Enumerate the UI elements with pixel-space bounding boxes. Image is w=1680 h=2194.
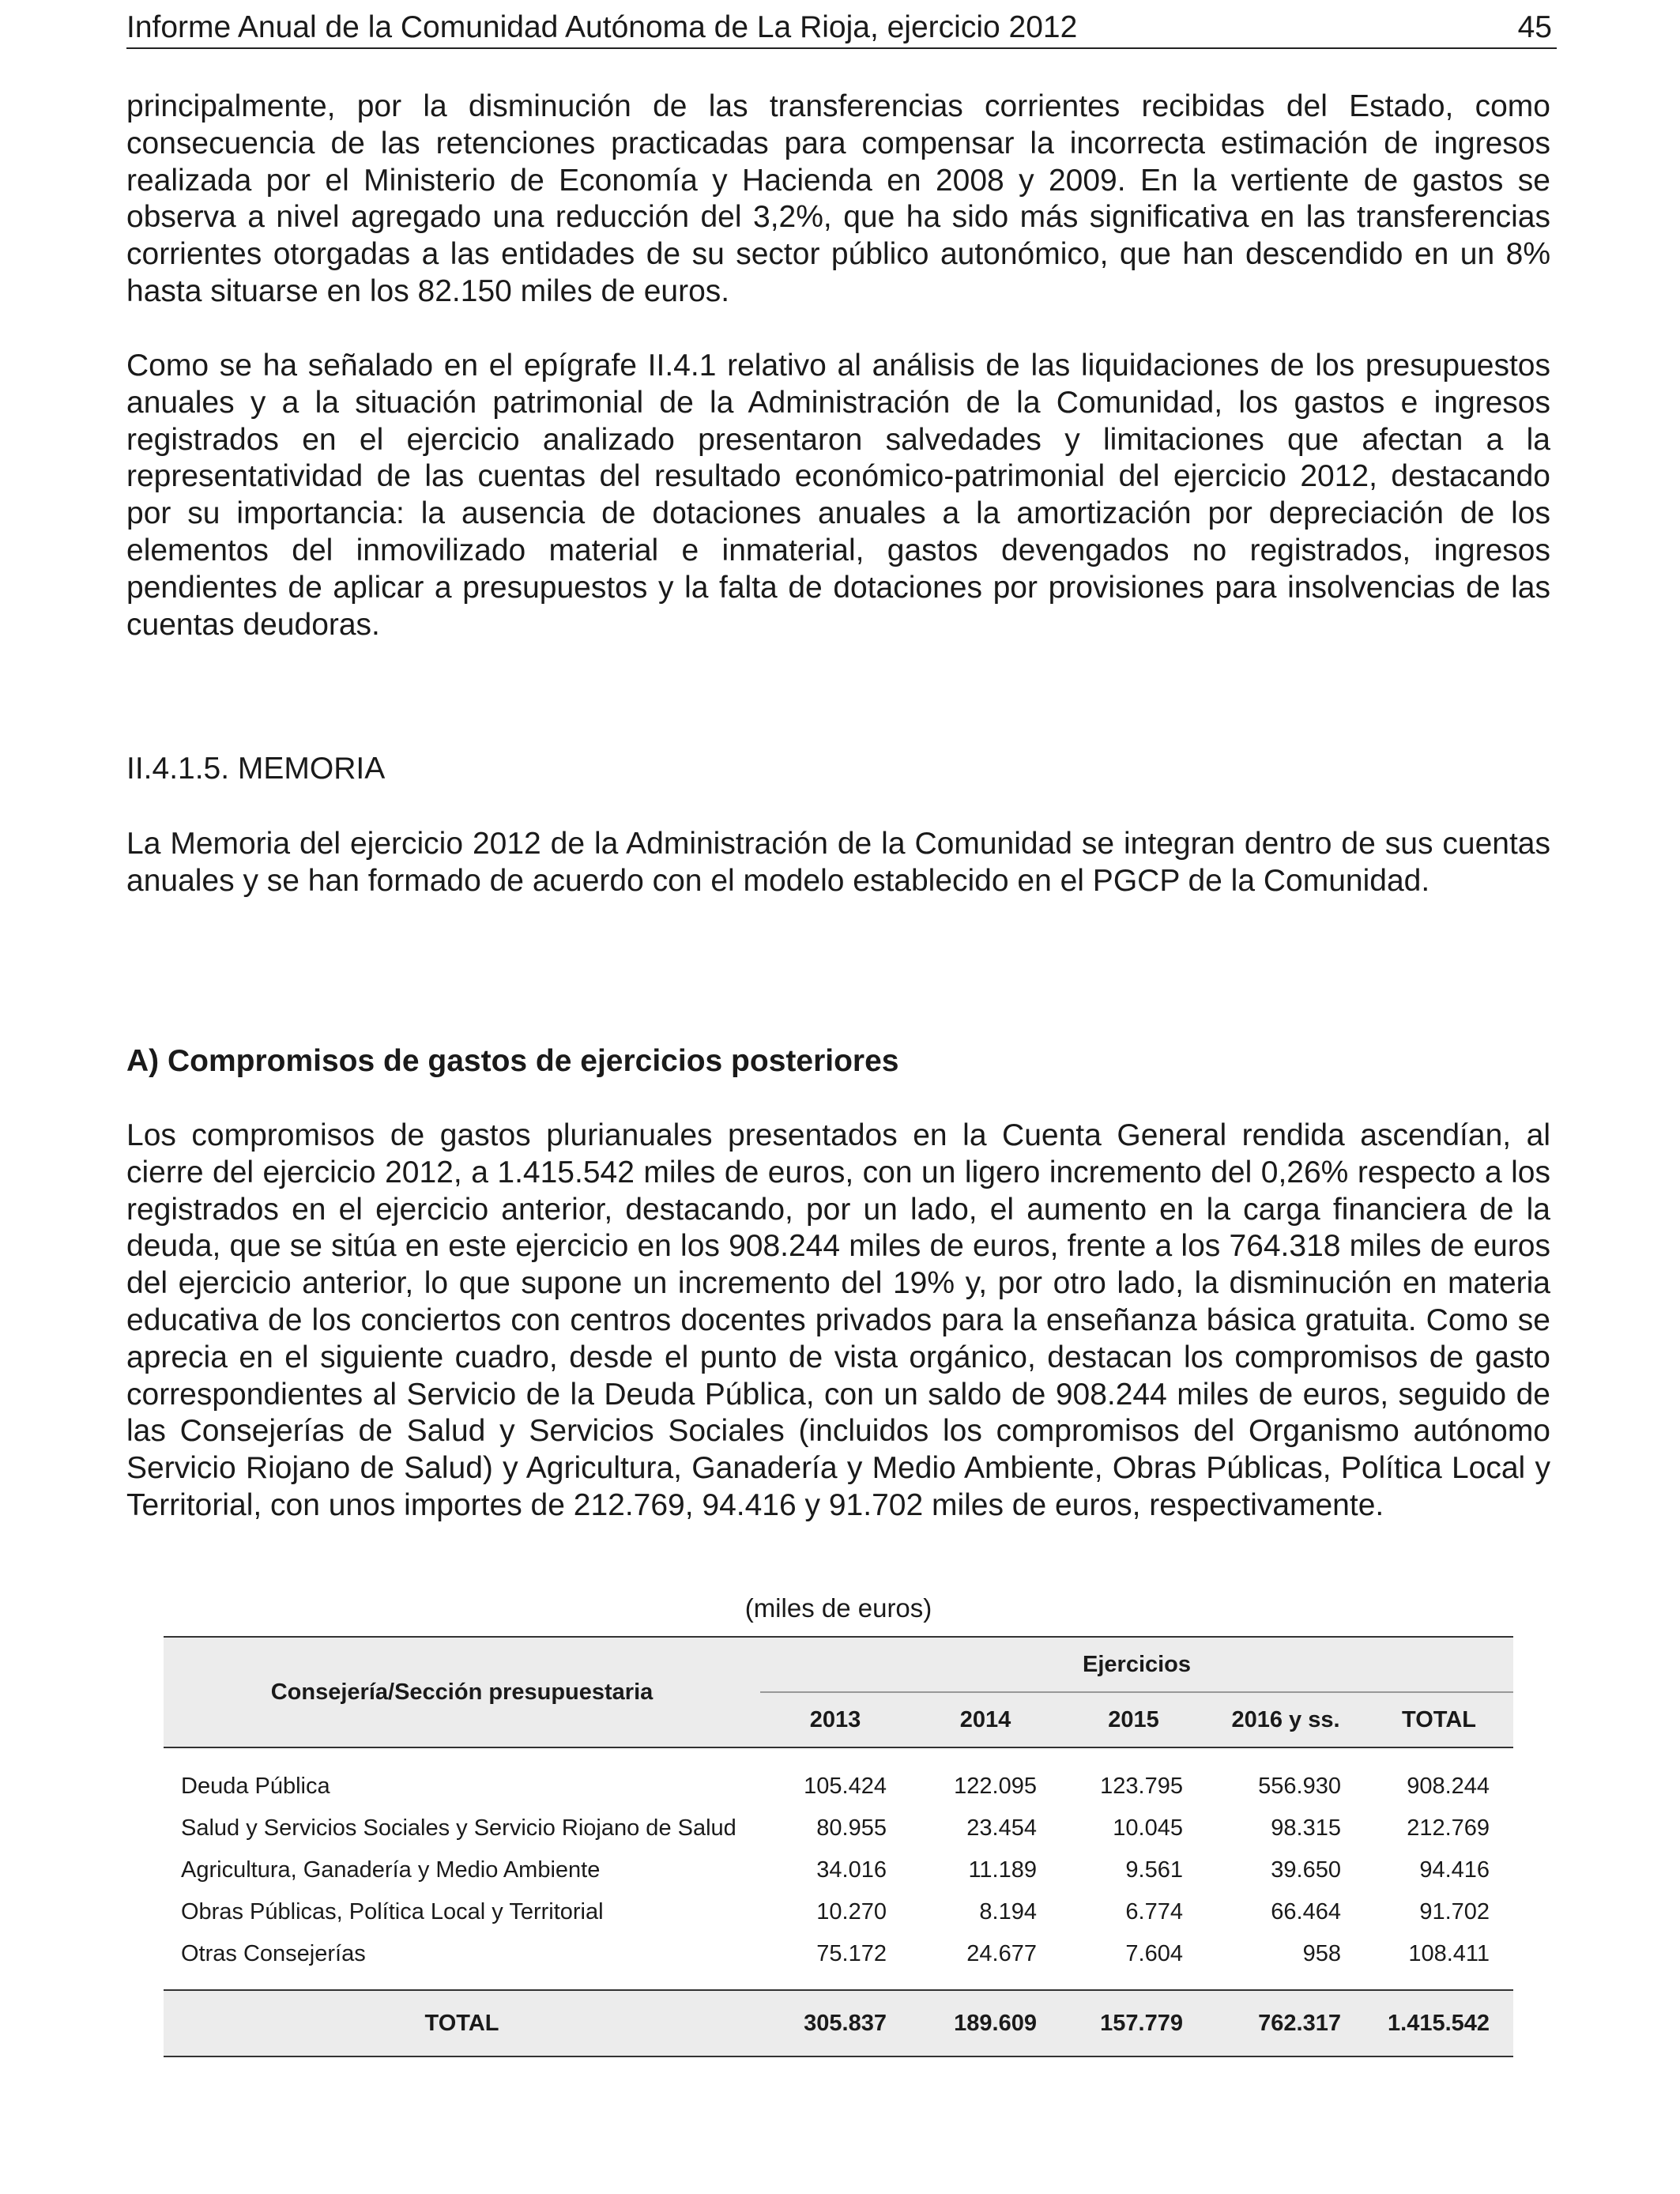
cell-value: 9.561 <box>1125 1857 1183 1883</box>
cell-value: 958 <box>1302 1941 1341 1966</box>
column-group-ejercicios: Ejercicios <box>760 1637 1513 1692</box>
cell-value: 122.095 <box>954 1774 1037 1799</box>
table-row <box>164 1808 1513 1849</box>
cell-value: 34.016 <box>816 1857 887 1883</box>
column-header-year: 2016 y ss. <box>1207 1692 1365 1747</box>
cell-value: 11.189 <box>968 1857 1037 1883</box>
cell-value: 6.774 <box>1125 1899 1183 1924</box>
row-label: Agricultura, Ganadería y Medio Ambiente <box>181 1857 601 1883</box>
table-row <box>164 1891 1513 1933</box>
cell-value: 908.244 <box>1407 1774 1490 1799</box>
cell-value: 66.464 <box>1271 1899 1341 1924</box>
cell-value: 24.677 <box>966 1941 1037 1966</box>
total-row <box>164 1990 1513 2056</box>
page-header <box>126 8 1557 49</box>
cell-value: 91.702 <box>1419 1899 1490 1924</box>
cell-value: 108.411 <box>1408 1941 1490 1966</box>
paragraph-2: Como se ha señalado en el epígrafe II.4.1 relativo al análisis de las liquidaciones de los presupuestos anuales y a la situación patrimonial de la Administración de la Comunidad, los gastos e ingresos registrados en el ejercicio analizado presentaron salvedades y limitaciones que afectan a la representatividad de las cuentas del resultado económico-patrimonial del ejercicio 2012, destacando por su importancia: la ausencia de dotaciones anuales a la amortización por depreciación de los elementos del inmovilizado material e inmaterial, gastos devengados no registrados, ingresos pendientes de aplicar a presupuestos y la falta de dotaciones por provisiones para insolvencias de las cuentas deudoras. <box>126 349 1550 642</box>
column-header-year: 2013 <box>760 1692 910 1747</box>
total-value: 762.317 <box>1207 1990 1365 2056</box>
cell-value: 7.604 <box>1125 1941 1183 1966</box>
commitments-table <box>164 1636 1513 2057</box>
table-row <box>164 1747 1513 1808</box>
table-row <box>164 1849 1513 1891</box>
paragraph-3: La Memoria del ejercicio 2012 de la Administración de la Comunidad se integran dentro de sus cuentas anuales y se han formado de acuerdo con el modelo establecido en el PGCP de la Comunidad. <box>126 827 1550 898</box>
cell-value: 556.930 <box>1258 1774 1341 1799</box>
memoria-heading: II.4.1.5. MEMORIA <box>126 752 386 786</box>
row-label: Obras Públicas, Política Local y Territorial <box>181 1899 604 1924</box>
cell-value: 39.650 <box>1271 1857 1341 1883</box>
paragraph-4: Los compromisos de gastos plurianuales presentados en la Cuenta General rendida ascendían, al cierre del ejercicio 2012, a 1.415.542 miles de euros, con un ligero incremento del 0,26% respecto a los registrados en el ejercicio anterior, destacando, por un lado, el aumento en la carga financiera de la deuda, que se sitúa en este ejercicio en los 908.244 miles de euros, frente a los 764.318 miles de euros del ejercicio anterior, lo que supone un incremento del 19% y, por otro lado, la disminución en materia educativa de los conciertos con centros docentes privados para la enseñanza básica gratuita. Como se aprecia en el siguiente cuadro, desde el punto de vista orgánico, destacan los compromisos de gasto correspondientes al Servicio de la Deuda Pública, con un saldo de 908.244 miles de euros, seguido de las Consejerías de Salud y Servicios Sociales (incluidos los compromisos del Organismo autónomo Servicio Riojano de Salud) y Agricultura, Ganadería y Medio Ambiente, Obras Públicas, Política Local y Territorial, con unos importes de 212.769, 94.416 y 91.702 miles de euros, respectivamente. <box>126 1118 1550 1522</box>
cell-value: 94.416 <box>1419 1857 1490 1883</box>
header-title: Informe Anual de la Comunidad Autónoma de La Rioja, ejercicio 2012 <box>126 10 1078 44</box>
paragraph-1: principalmente, por la disminución de las transferencias corrientes recibidas del Estado, como consecuencia de las retenciones practicadas para compensar la incorrecta estimación de ingresos realizada por el Ministerio de Economía y Hacienda en 2008 y 2009. En la vertiente de gastos se observa a nivel agregado una reducción del 3,2%, que ha sido más significativa en las transferencias corrientes otorgadas a las entidades de su sector público autonómico, que han descendido en un 8% hasta situarse en los 82.150 miles de euros. <box>126 89 1550 308</box>
row-label: Salud y Servicios Sociales y Servicio Riojano de Salud <box>181 1815 736 1841</box>
cell-value: 8.194 <box>979 1899 1037 1924</box>
cell-value: 212.769 <box>1407 1815 1490 1841</box>
column-header-year: 2015 <box>1060 1692 1207 1747</box>
row-label: Otras Consejerías <box>181 1941 366 1966</box>
cell-value: 10.045 <box>1113 1815 1183 1841</box>
table-spacer <box>164 1975 1513 1990</box>
column-header-consejeria: Consejería/Sección presupuestaria <box>164 1637 760 1747</box>
column-header-year: 2014 <box>910 1692 1060 1747</box>
cell-value: 123.795 <box>1100 1774 1183 1799</box>
cell-value: 23.454 <box>966 1815 1037 1841</box>
total-value: 189.609 <box>910 1990 1060 2056</box>
total-value: 157.779 <box>1060 1990 1207 2056</box>
cell-value: 80.955 <box>816 1815 887 1841</box>
row-label: Deuda Pública <box>181 1774 330 1799</box>
column-header-total: TOTAL <box>1365 1692 1513 1747</box>
table-units: (miles de euros) <box>744 1593 932 1623</box>
cell-value: 10.270 <box>816 1899 887 1924</box>
cell-value: 105.424 <box>804 1774 887 1799</box>
total-value: 1.415.542 <box>1365 1990 1513 2056</box>
section-a-heading: A) Compromisos de gastos de ejercicios posteriores <box>126 1044 899 1078</box>
table-row <box>164 1933 1513 1975</box>
total-label: TOTAL <box>164 1990 760 2056</box>
cell-value: 98.315 <box>1271 1815 1341 1841</box>
cell-value: 75.172 <box>816 1941 887 1966</box>
page-number: 45 <box>1517 10 1552 44</box>
total-value: 305.837 <box>760 1990 910 2056</box>
